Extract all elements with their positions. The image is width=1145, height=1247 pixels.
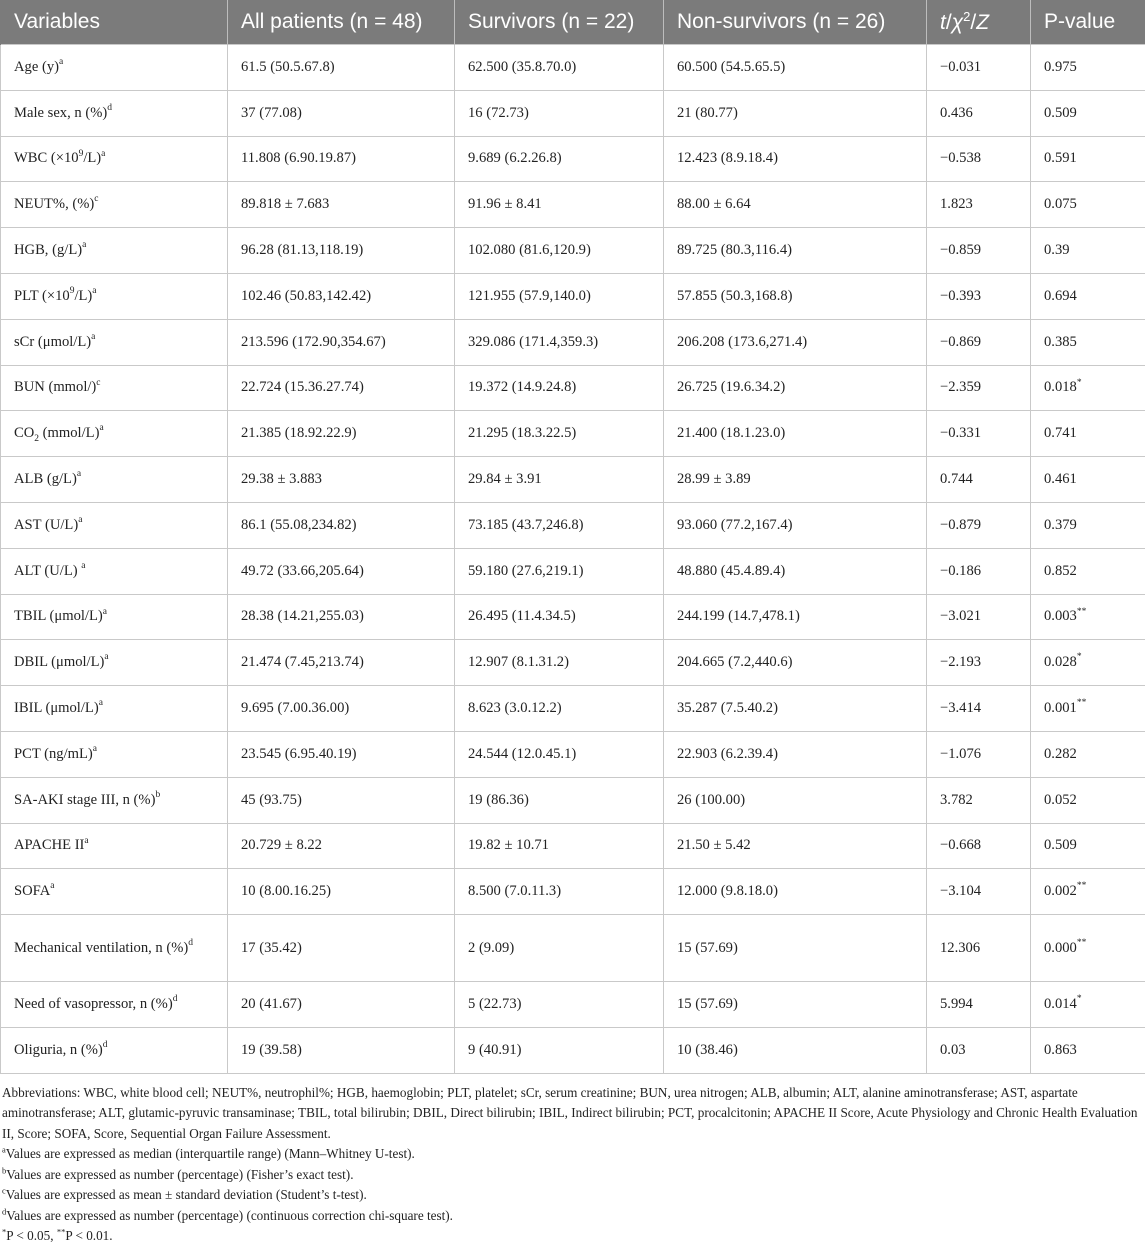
non-survivors-cell: 206.208 (173.6,271.4) xyxy=(664,319,927,365)
footnote-marker: a xyxy=(99,423,103,433)
survivors-cell: 2 (9.09) xyxy=(455,915,664,982)
table-row xyxy=(1,228,1145,274)
all-patients-cell: 9.695 (7.00.36.00) xyxy=(228,686,455,732)
table-row xyxy=(1,457,1145,503)
survivors-cell: 29.84 ± 3.91 xyxy=(455,457,664,503)
variable-cell: SOFA$^a$ xyxy=(1,869,228,915)
variable-cell: ALB $(g/L)^a$ xyxy=(1,457,228,503)
variable-cell: APACHE $II^a$ xyxy=(1,823,228,869)
footnote-marker: d xyxy=(107,103,112,113)
variable-cell: DBIL $(\mu mol/L)^a$ xyxy=(1,640,228,686)
header-all-patients: All patients (n = 48) xyxy=(228,0,455,45)
table-row xyxy=(1,777,1145,823)
table-row xyxy=(1,982,1145,1028)
survivors-cell: 19.372 (14.9.24.8) xyxy=(455,365,664,411)
footnote-marker: a xyxy=(93,744,97,754)
p-value-cell: 0.282 xyxy=(1031,731,1145,777)
significance-marker: ** xyxy=(1077,698,1087,708)
survivors-cell: 91.96 ± 8.41 xyxy=(455,182,664,228)
footnote-marker: a xyxy=(77,469,81,479)
p-value-cell: 0.509 xyxy=(1031,823,1145,869)
p-value-cell: 0.694 xyxy=(1031,273,1145,319)
p-value-cell: 0.852 xyxy=(1031,548,1145,594)
statistic-cell: −2.193 xyxy=(927,640,1031,686)
table-body xyxy=(1,45,1145,1074)
footnote-marker: a xyxy=(91,332,95,342)
all-patients-cell: 29.38 ± 3.883 xyxy=(228,457,455,503)
p-value-cell: 0.385 xyxy=(1031,319,1145,365)
variable-cell: PCT $(ng/mL)^a$ xyxy=(1,731,228,777)
all-patients-cell: 213.596 (172.90,354.67) xyxy=(228,319,455,365)
significance-marker: ** xyxy=(1077,881,1087,891)
non-survivors-cell: 89.725 (80.3,116.4) xyxy=(664,228,927,274)
table-row xyxy=(1,90,1145,136)
significance-note: *P < 0.05, **P < 0.01. xyxy=(2,1226,1139,1247)
footnote-marker: a xyxy=(84,836,88,846)
table-row xyxy=(1,823,1145,869)
footnote-marker: a xyxy=(101,149,105,159)
footnote-marker: c xyxy=(96,378,100,388)
survivors-cell: 19.82 ± 10.71 xyxy=(455,823,664,869)
survivors-cell: 9 (40.91) xyxy=(455,1027,664,1073)
survivors-cell: 8.623 (3.0.12.2) xyxy=(455,686,664,732)
all-patients-cell: 20.729 ± 8.22 xyxy=(228,823,455,869)
survivors-cell: 16 (72.73) xyxy=(455,90,664,136)
all-patients-cell: 23.545 (6.95.40.19) xyxy=(228,731,455,777)
p-value-cell: 0.591 xyxy=(1031,136,1145,182)
statistic-cell: 5.994 xyxy=(927,982,1031,1028)
table-row xyxy=(1,594,1145,640)
variable-cell: Need of vasopressor, n (%)$^d$ xyxy=(1,982,228,1028)
p-value-cell: 0.001** xyxy=(1031,686,1145,732)
variable-cell: SA-AKI stage III, n (%)$^b$ xyxy=(1,777,228,823)
variable-cell: WBC $(\times 10^9/L)^a$ xyxy=(1,136,228,182)
non-survivors-cell: 21.400 (18.1.23.0) xyxy=(664,411,927,457)
non-survivors-cell: 22.903 (6.2.39.4) xyxy=(664,731,927,777)
variable-cell: IBIL $(\mu mol/L)^a$ xyxy=(1,686,228,732)
header-test-statistic: $t/\chi^2/Z$ xyxy=(927,0,1031,45)
footnote-marker: a xyxy=(103,607,107,617)
variable-cell: Oliguria, n (%)$^d$ xyxy=(1,1027,228,1073)
footnote-b: $^b$Values are expressed as number (percentage) (Fisher’s exact test). xyxy=(2,1165,1139,1186)
footnote-marker: a xyxy=(82,240,86,250)
table-notes xyxy=(0,1074,1145,1247)
non-survivors-cell: 21 (80.77) xyxy=(664,90,927,136)
non-survivors-cell: 12.423 (8.9.18.4) xyxy=(664,136,927,182)
variable-cell: $CO_2$ (mmol/L)$^a$ xyxy=(1,411,228,457)
non-survivors-cell: 21.50 ± 5.42 xyxy=(664,823,927,869)
non-survivors-cell: 60.500 (54.5.65.5) xyxy=(664,45,927,91)
footnote-d: $^d$Values are expressed as number (percentage) (continuous correction chi-square test). xyxy=(2,1206,1139,1227)
p-value-cell: 0.863 xyxy=(1031,1027,1145,1073)
header-survivors: Survivors (n = 22) xyxy=(455,0,664,45)
survivors-cell: 9.689 (6.2.26.8) xyxy=(455,136,664,182)
p-value-cell: 0.014* xyxy=(1031,982,1145,1028)
non-survivors-cell: 48.880 (45.4.89.4) xyxy=(664,548,927,594)
non-survivors-cell: 15 (57.69) xyxy=(664,915,927,982)
variable-cell: Age $(y)^a$ xyxy=(1,45,228,91)
statistic-cell: −3.021 xyxy=(927,594,1031,640)
header-variables: Variables xyxy=(1,0,228,45)
all-patients-cell: 61.5 (50.5.67.8) xyxy=(228,45,455,91)
p-value-cell: 0.000** xyxy=(1031,915,1145,982)
footnote-a: $^a$Values are expressed as median (interquartile range) (Mann–Whitney U-test). xyxy=(2,1144,1139,1165)
all-patients-cell: 22.724 (15.36.27.74) xyxy=(228,365,455,411)
table-row xyxy=(1,365,1145,411)
p-value-cell: 0.741 xyxy=(1031,411,1145,457)
statistic-cell: −3.104 xyxy=(927,869,1031,915)
all-patients-cell: 89.818 ± 7.683 xyxy=(228,182,455,228)
survivors-cell: 73.185 (43.7,246.8) xyxy=(455,502,664,548)
header-row xyxy=(1,0,1145,45)
statistic-cell: 3.782 xyxy=(927,777,1031,823)
table-row xyxy=(1,411,1145,457)
footnote-marker: a xyxy=(59,57,63,67)
table-row xyxy=(1,319,1145,365)
all-patients-cell: 28.38 (14.21,255.03) xyxy=(228,594,455,640)
statistic-cell: −0.186 xyxy=(927,548,1031,594)
footnote-marker: a xyxy=(92,286,96,296)
variable-cell: Mechanical ventilation, n (%)$^d$ xyxy=(1,915,228,982)
footnote-c: $^c$Values are expressed as mean ± standard deviation (Student’s t-test). xyxy=(2,1185,1139,1206)
survivors-cell: 24.544 (12.0.45.1) xyxy=(455,731,664,777)
all-patients-cell: 10 (8.00.16.25) xyxy=(228,869,455,915)
statistic-cell: −0.031 xyxy=(927,45,1031,91)
statistic-cell: 12.306 xyxy=(927,915,1031,982)
all-patients-cell: 45 (93.75) xyxy=(228,777,455,823)
non-survivors-cell: 10 (38.46) xyxy=(664,1027,927,1073)
variable-cell: NEUT%, (%)$^c$ xyxy=(1,182,228,228)
statistic-cell: −0.869 xyxy=(927,319,1031,365)
table-row xyxy=(1,273,1145,319)
survivors-cell: 12.907 (8.1.31.2) xyxy=(455,640,664,686)
statistic-cell: 0.436 xyxy=(927,90,1031,136)
footnote-marker: a xyxy=(50,881,54,891)
significance-marker: * xyxy=(1077,994,1082,1004)
non-survivors-cell: 12.000 (9.8.18.0) xyxy=(664,869,927,915)
statistic-cell: −2.359 xyxy=(927,365,1031,411)
non-survivors-cell: 88.00 ± 6.64 xyxy=(664,182,927,228)
variable-cell: AST $(U/L)^a$ xyxy=(1,502,228,548)
footnote-marker: a xyxy=(78,515,82,525)
all-patients-cell: 21.474 (7.45,213.74) xyxy=(228,640,455,686)
table-row xyxy=(1,45,1145,91)
footnote-marker: a xyxy=(104,652,108,662)
statistic-cell: −1.076 xyxy=(927,731,1031,777)
non-survivors-cell: 28.99 ± 3.89 xyxy=(664,457,927,503)
all-patients-cell: 37 (77.08) xyxy=(228,90,455,136)
non-survivors-cell: 244.199 (14.7,478.1) xyxy=(664,594,927,640)
footnote-marker: c xyxy=(94,194,98,204)
table-row xyxy=(1,686,1145,732)
survivors-cell: 26.495 (11.4.34.5) xyxy=(455,594,664,640)
table-row xyxy=(1,136,1145,182)
table-row xyxy=(1,182,1145,228)
all-patients-cell: 20 (41.67) xyxy=(228,982,455,1028)
non-survivors-cell: 57.855 (50.3,168.8) xyxy=(664,273,927,319)
statistic-cell: −0.538 xyxy=(927,136,1031,182)
statistic-cell: −0.879 xyxy=(927,502,1031,548)
significance-marker: * xyxy=(1077,378,1082,388)
significance-marker: * xyxy=(1077,652,1082,662)
statistic-cell: 0.03 xyxy=(927,1027,1031,1073)
all-patients-cell: 11.808 (6.90.19.87) xyxy=(228,136,455,182)
all-patients-cell: 86.1 (55.08,234.82) xyxy=(228,502,455,548)
statistic-cell: 1.823 xyxy=(927,182,1031,228)
statistic-cell: −0.859 xyxy=(927,228,1031,274)
p-value-cell: 0.39 xyxy=(1031,228,1145,274)
table-row xyxy=(1,869,1145,915)
footnote-marker: d xyxy=(173,994,178,1004)
header-p-value: P-value xyxy=(1031,0,1145,45)
variable-cell: sCr $(\mu mol/L)^a$ xyxy=(1,319,228,365)
table-row xyxy=(1,548,1145,594)
table-row xyxy=(1,640,1145,686)
all-patients-cell: 19 (39.58) xyxy=(228,1027,455,1073)
variable-cell: TBIL $(\mu mol/L)^a$ xyxy=(1,594,228,640)
p-value-cell: 0.379 xyxy=(1031,502,1145,548)
p-value-cell: 0.052 xyxy=(1031,777,1145,823)
all-patients-cell: 49.72 (33.66,205.64) xyxy=(228,548,455,594)
survivors-cell: 19 (86.36) xyxy=(455,777,664,823)
survivors-cell: 329.086 (171.4,359.3) xyxy=(455,319,664,365)
statistic-cell: −0.393 xyxy=(927,273,1031,319)
non-survivors-cell: 26.725 (19.6.34.2) xyxy=(664,365,927,411)
all-patients-cell: 21.385 (18.92.22.9) xyxy=(228,411,455,457)
footnote-marker: d xyxy=(103,1040,108,1050)
all-patients-cell: 17 (35.42) xyxy=(228,915,455,982)
survivors-cell: 102.080 (81.6,120.9) xyxy=(455,228,664,274)
p-value-cell: 0.003** xyxy=(1031,594,1145,640)
p-value-cell: 0.509 xyxy=(1031,90,1145,136)
non-survivors-cell: 93.060 (77.2,167.4) xyxy=(664,502,927,548)
non-survivors-cell: 204.665 (7.2,440.6) xyxy=(664,640,927,686)
variable-cell: ALT (U/L) $^a$ xyxy=(1,548,228,594)
header-non-survivors: Non-survivors (n = 26) xyxy=(664,0,927,45)
variable-cell: BUN (mmol/)$^c$ xyxy=(1,365,228,411)
non-survivors-cell: 15 (57.69) xyxy=(664,982,927,1028)
footnote-marker: a xyxy=(99,698,103,708)
all-patients-cell: 102.46 (50.83,142.42) xyxy=(228,273,455,319)
survivors-cell: 21.295 (18.3.22.5) xyxy=(455,411,664,457)
significance-marker: ** xyxy=(1077,938,1087,948)
p-value-cell: 0.075 xyxy=(1031,182,1145,228)
all-patients-cell: 96.28 (81.13,118.19) xyxy=(228,228,455,274)
table-row xyxy=(1,502,1145,548)
p-value-cell: 0.018* xyxy=(1031,365,1145,411)
variable-cell: HGB, $(g/L)^a$ xyxy=(1,228,228,274)
footnote-marker: d xyxy=(188,938,193,948)
variable-cell: Male sex, n (%)$^d$ xyxy=(1,90,228,136)
statistic-cell: 0.744 xyxy=(927,457,1031,503)
abbreviations-note: Abbreviations: WBC, white blood cell; NEUT%, neutrophil%; HGB, haemoglobin; PLT, platelet; sCr, serum creatinine; BUN, urea nitrogen; ALB, albumin; ALT, alanine aminotransferase; AST, aspartate aminotransferase; ALT, glutamic-pyruvic transaminase; TBIL, total bilirubin; DBIL, Direct bilirubin; IBIL, Indirect bilirubin; PCT, procalcitonin; APACHE II Score, Acute Physiology and Chronic Health Evaluation II, Score; SOFA, Score, Sequential Organ Failure Assessment. xyxy=(2,1083,1139,1145)
footnote-marker: b xyxy=(155,790,160,800)
non-survivors-cell: 35.287 (7.5.40.2) xyxy=(664,686,927,732)
p-value-cell: 0.975 xyxy=(1031,45,1145,91)
variable-cell: PLT $(\times 10^9/L)^a$ xyxy=(1,273,228,319)
significance-marker: ** xyxy=(1077,607,1087,617)
p-value-cell: 0.028* xyxy=(1031,640,1145,686)
survivors-cell: 59.180 (27.6,219.1) xyxy=(455,548,664,594)
statistic-cell: −3.414 xyxy=(927,686,1031,732)
p-value-cell: 0.002** xyxy=(1031,869,1145,915)
table-header xyxy=(1,0,1145,45)
survivors-cell: 121.955 (57.9,140.0) xyxy=(455,273,664,319)
table-row xyxy=(1,1027,1145,1073)
statistic-cell: −0.331 xyxy=(927,411,1031,457)
survivors-cell: 62.500 (35.8.70.0) xyxy=(455,45,664,91)
non-survivors-cell: 26 (100.00) xyxy=(664,777,927,823)
statistic-cell: −0.668 xyxy=(927,823,1031,869)
table-row xyxy=(1,915,1145,982)
survivors-cell: 8.500 (7.0.11.3) xyxy=(455,869,664,915)
p-value-cell: 0.461 xyxy=(1031,457,1145,503)
footnote-marker: a xyxy=(81,561,85,571)
survivors-cell: 5 (22.73) xyxy=(455,982,664,1028)
table-row xyxy=(1,731,1145,777)
